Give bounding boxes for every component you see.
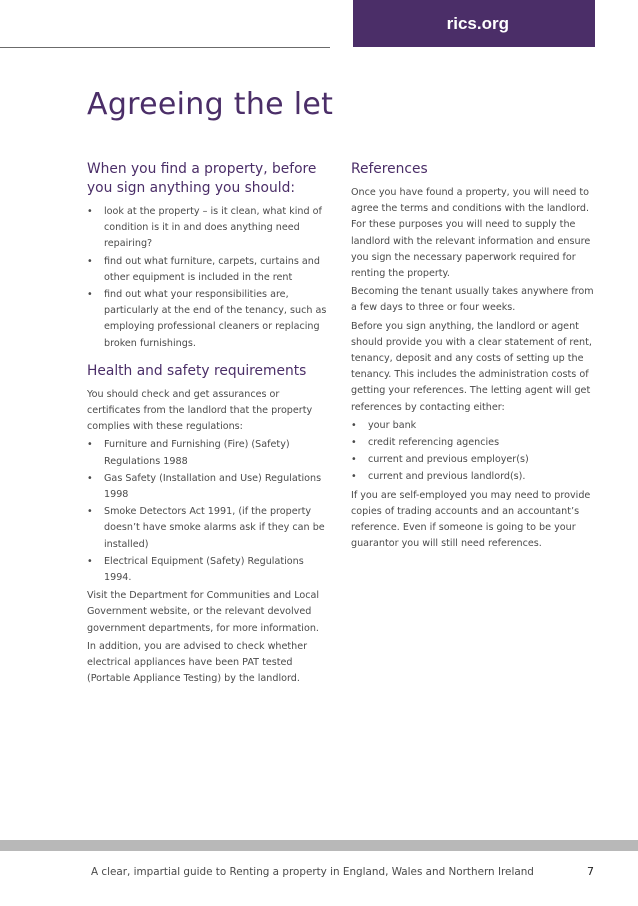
references-paragraph-3: Before you sign anything, the landlord or agent should provide you with a clear statement of rent, tenancy, deposit and any costs of setting up the tenancy. This includes the administration costs of getting your references. The letting agent will get references by contacting either:: [351, 320, 592, 413]
right-column: [351, 160, 601, 554]
section-heading-references: References: [351, 161, 428, 177]
list-item: • find out what furniture, carpets, curtains and other equipment is included in the rent: [87, 255, 320, 283]
pat-paragraph: In addition, you are advised to check whether electrical appliances have been PAT tested (Portable Appliance Testing) by the landlord.: [87, 640, 308, 685]
checklist: [87, 204, 330, 352]
references-list: [351, 418, 601, 486]
references-paragraph-1: Once you have found a property, you will need to agree the terms and conditions with the landlord. For these purposes you will need to supply the landlord with the relevant information and ensure you sign the necessary paperwork required for renting the property.: [351, 187, 591, 280]
list-item: • Smoke Detectors Act 1991, (if the property doesn’t have smoke alarms ask if they can be installed): [87, 506, 325, 550]
section-heading-health-safety: Health and safety requirements: [87, 362, 307, 379]
page-title: Agreeing the let: [87, 87, 334, 122]
list-item: • current and previous landlord(s).: [351, 469, 601, 485]
left-column: [87, 160, 330, 689]
header-rule: [0, 47, 330, 48]
list-item: • Gas Safety (Installation and Use) Regulations 1998: [87, 472, 322, 501]
bullet-icon: •: [351, 437, 357, 449]
footer-bar: [0, 840, 638, 851]
bullet-icon: •: [351, 419, 357, 431]
regulations-list: [87, 437, 330, 586]
list-item: • find out what your responsibilities are, particularly at the end of the tenancy, such as employing professional cleaners or replacing broken furnishings.: [87, 289, 327, 349]
bullet-icon: •: [87, 439, 93, 451]
references-paragraph-4: If you are self-employed you may need to provide copies of trading accounts and an accountant’s reference. Even if someone is going to be your guarantor you will still need references.: [351, 489, 591, 550]
bullet-icon: •: [87, 472, 93, 484]
footer-guide-title: A clear, impartial guide to Renting a property in England, Wales and Northern Ireland: [91, 866, 534, 878]
dclg-paragraph: Visit the Department for Communities and Local Government website, or the relevant devolved government departments, for more information.: [87, 590, 320, 634]
list-item: • look at the property – is it clean, what kind of condition is it in and does anything need repairing?: [87, 206, 322, 250]
bullet-icon: •: [87, 206, 93, 217]
bullet-icon: •: [87, 289, 93, 301]
section-heading-before-signing: When you find a property, before you sign anything you should:: [87, 161, 317, 196]
references-paragraph-2: Becoming the tenant usually takes anywhere from a few days to three or four weeks.: [351, 286, 594, 314]
bullet-icon: •: [351, 454, 357, 466]
bullet-icon: •: [87, 506, 93, 518]
bullet-icon: •: [351, 471, 357, 483]
list-item: • current and previous employer(s): [351, 452, 601, 468]
brand-tab[interactable]: [353, 0, 595, 47]
page-number: 7: [587, 865, 594, 878]
list-item: • credit referencing agencies: [351, 435, 601, 451]
bullet-icon: •: [87, 255, 93, 267]
list-item: • Electrical Equipment (Safety) Regulations 1994.: [87, 555, 304, 584]
bullet-icon: •: [87, 555, 93, 567]
list-item: • Furniture and Furnishing (Fire) (Safety) Regulations 1988: [87, 439, 290, 467]
list-item: • your bank: [351, 418, 601, 434]
brand-label[interactable]: rics.org: [446, 13, 509, 33]
health-safety-intro: You should check and get assurances or certificates from the landlord that the property complies with these regulations:: [87, 388, 313, 433]
